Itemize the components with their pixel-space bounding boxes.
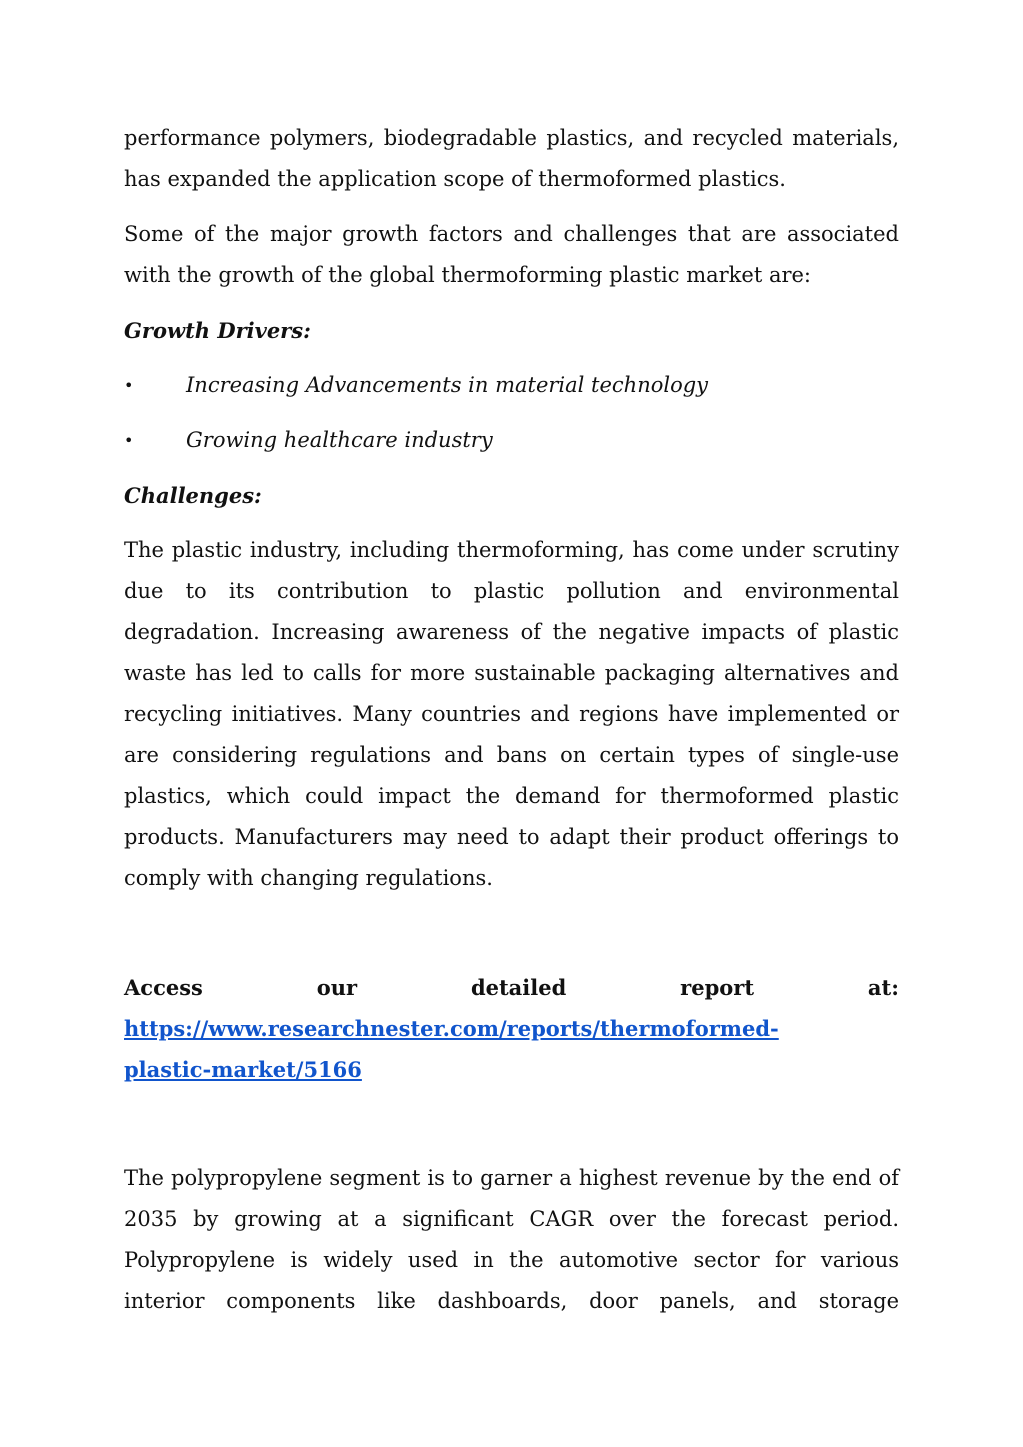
list-item: [124, 365, 899, 406]
access-word: our: [316, 975, 358, 1000]
list-item-text: Growing healthcare industry: [186, 428, 493, 452]
report-link-line-2[interactable]: plastic-market/5166: [124, 1057, 362, 1082]
list-item-text: Increasing Advancements in material technology: [186, 373, 709, 397]
access-word: detailed: [470, 975, 567, 1000]
list-item: [124, 420, 899, 461]
access-word: at:: [867, 975, 899, 1000]
bullet-icon: •: [124, 431, 134, 450]
access-word: Access: [124, 975, 203, 1000]
document-page: [124, 118, 899, 1322]
intro-line-1: performance polymers, biodegradable plastics, and recycled materials,: [124, 126, 899, 150]
access-word: report: [680, 975, 755, 1000]
bullet-icon: •: [124, 376, 134, 395]
segment-paragraph: The polypropylene segment is to garner a highest revenue by the end of 2035 by growing at a significant CAGR over the forecast period. Polypropylene is widely used in the automotive sector for various interior components like dashboards, door panels, and storage: [124, 1166, 899, 1313]
challenges-paragraph: The plastic industry, including thermoforming, has come under scrutiny due to its contribution to plastic pollution and environmental degradation. Increasing awareness of the negative impacts of plastic waste has led to calls for more sustainable packaging alternatives and recycling initiatives. Many countries and regions have implemented or are considering regulations and bans on certain types of single-use plastics, which could impact the demand for thermoformed plastic products. Manufacturers may need to adapt their product offerings to comply with changing regulations.: [124, 538, 899, 890]
growth-drivers-list: [124, 365, 899, 461]
report-link-line-1[interactable]: https://www.researchnester.com/reports/thermoformed-: [124, 1016, 779, 1041]
challenges-heading: Challenges:: [124, 483, 262, 508]
access-report-line: [124, 967, 899, 1008]
report-link[interactable]: [124, 1008, 899, 1090]
factors-intro-paragraph: Some of the major growth factors and challenges that are associated with the growth of the global thermoforming plastic market are:: [124, 222, 899, 287]
intro-paragraph: [124, 118, 899, 200]
intro-line-2: has expanded the application scope of thermoformed plastics.: [124, 167, 786, 191]
growth-drivers-heading: Growth Drivers:: [124, 318, 311, 343]
